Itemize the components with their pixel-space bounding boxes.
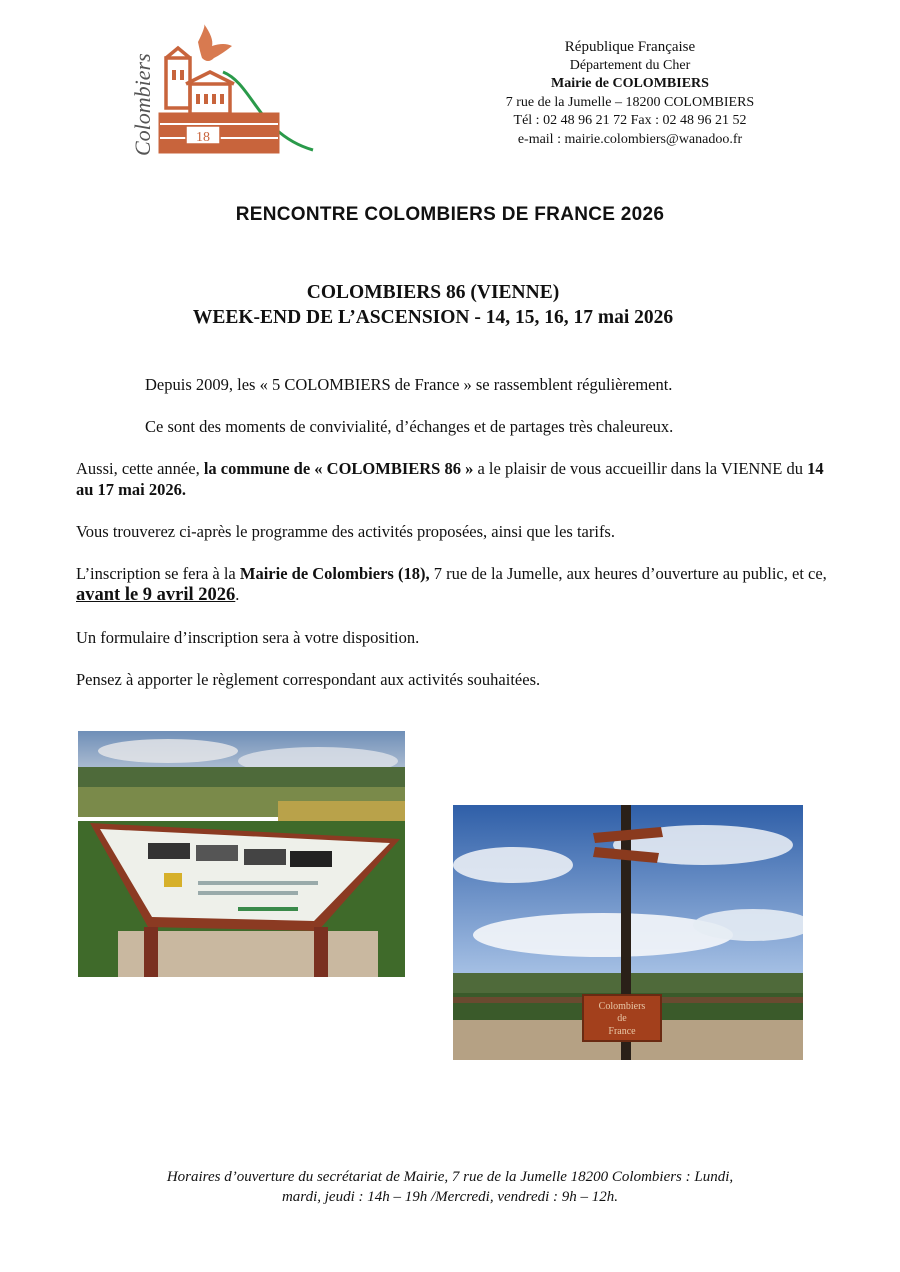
subtitle-dates: WEEK-END DE L’ASCENSION - 14, 15, 16, 17 mai 2026	[192, 307, 674, 328]
letterhead-mairie: Mairie de COLOMBIERS	[551, 76, 709, 91]
footer-line-2: mardi, jeudi : 14h – 19h /Mercredi, vendredi : 9h – 12h.	[281, 1189, 619, 1205]
paragraph-intro: Depuis 2009, les « 5 COLOMBIERS de France » se rassemblent régulièrement.	[145, 375, 673, 394]
paragraph-form: Un formulaire d’inscription sera à votre disposition.	[76, 628, 420, 647]
photo-orientation-table	[78, 731, 405, 977]
text-bold-mairie: Mairie de Colombiers (18),	[239, 564, 430, 583]
text-segment: Aussi, cette année,	[76, 459, 204, 478]
sign-line-3: France	[608, 1026, 636, 1037]
footer-line-1: Horaires d’ouverture du secrétariat de Mairie, 7 rue de la Jumelle 18200 Colombiers : Lundi,	[166, 1169, 734, 1185]
letterhead-address: 7 rue de la Jumelle – 18200 COLOMBIERS	[505, 94, 755, 110]
logo-text: Colombiers	[130, 53, 155, 156]
paragraph-conviviality: Ce sont des moments de convivialité, d’échanges et de partages très chaleureux.	[145, 417, 674, 436]
footer-opening-hours	[100, 1167, 800, 1207]
letterhead-phone-fax: Tél : 02 48 96 21 72 Fax : 02 48 96 21 52	[513, 113, 747, 128]
paragraph-program: Vous trouverez ci-après le programme des activités proposées, ainsi que les tarifs.	[76, 522, 615, 541]
main-title: RENCONTRE COLOMBIERS DE FRANCE 2026	[235, 204, 665, 225]
text-segment: 7 rue de la Jumelle, aux heures d’ouverture au public, et ce,	[429, 564, 827, 583]
photo-signpost	[453, 805, 803, 1060]
letterhead-republic: République Française	[564, 39, 696, 55]
logo-number: 18	[196, 130, 210, 145]
text-bold-dates: 14 au 17 mai 2026.	[76, 459, 824, 499]
letterhead-email: e-mail : mairie.colombiers@wanadoo.fr	[517, 131, 743, 147]
tower-icon	[166, 48, 234, 114]
letterhead-department: Département du Cher	[569, 57, 691, 73]
paragraph-registration	[76, 563, 828, 606]
colombiers-logo	[128, 24, 318, 159]
paragraph-welcome	[76, 458, 828, 500]
text-deadline: avant le 9 avril 2026	[76, 585, 236, 605]
dove-icon	[198, 24, 232, 61]
text-segment: .	[235, 585, 240, 604]
sign-line-1: Colombiers	[598, 1001, 646, 1012]
paragraph-payment: Pensez à apporter le règlement correspondant aux activités souhaitées.	[76, 670, 541, 689]
sign-line-2: de	[617, 1013, 627, 1024]
subtitle-location: COLOMBIERS 86 (VIENNE)	[306, 282, 560, 303]
text-segment: L’inscription se fera à la	[76, 564, 240, 583]
text-segment: a le plaisir de vous accueillir dans la VIENNE du	[473, 459, 808, 478]
text-bold-commune: la commune de « COLOMBIERS 86 »	[203, 459, 474, 478]
letterhead	[440, 38, 820, 149]
